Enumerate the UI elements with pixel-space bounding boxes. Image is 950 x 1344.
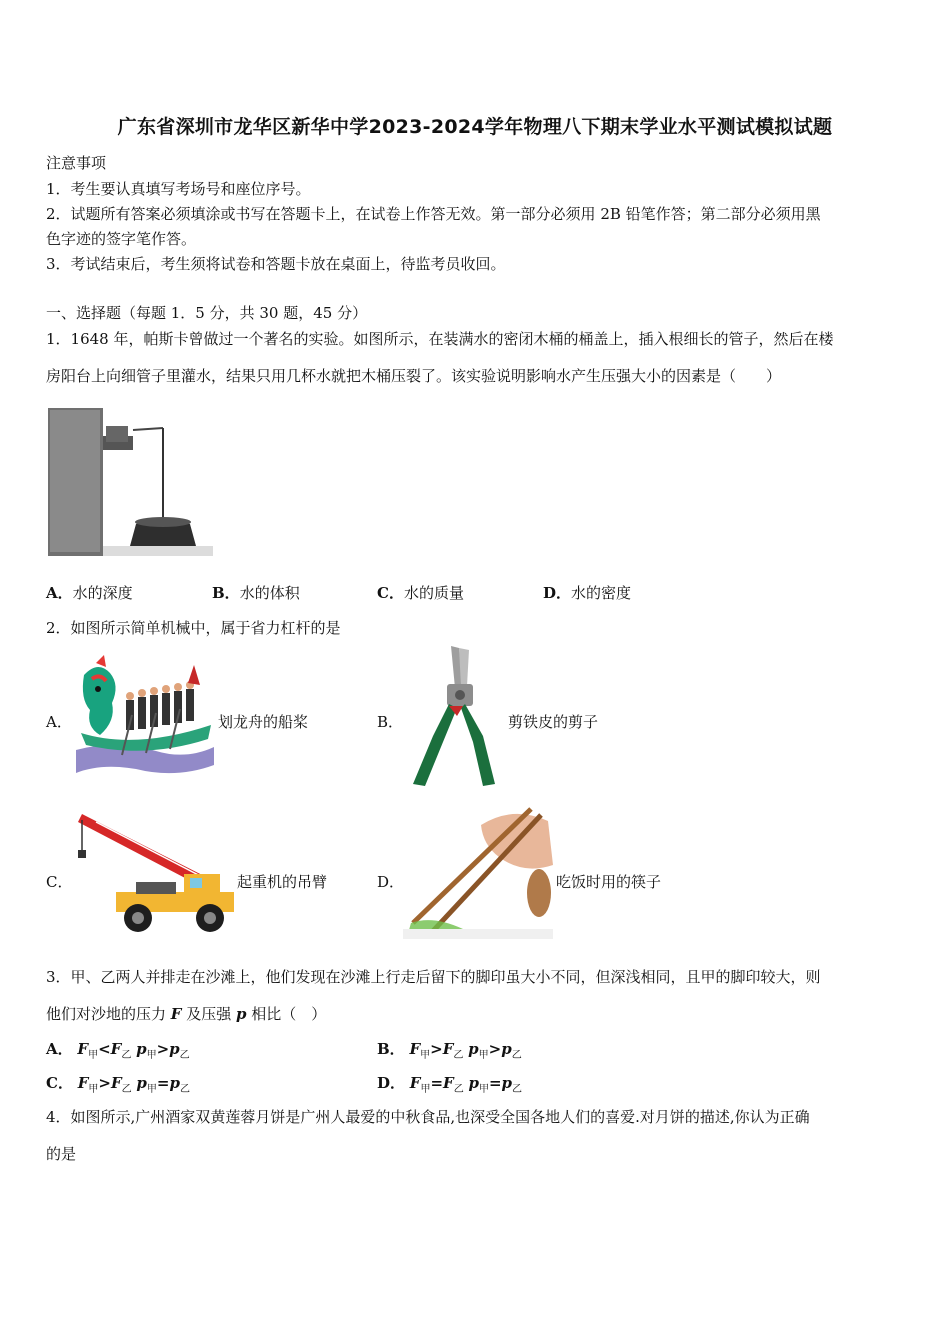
- subscript: 甲: [146, 1050, 157, 1061]
- force-symbol: F: [443, 1074, 454, 1092]
- q2-option-a-label[interactable]: A．: [46, 713, 72, 731]
- q3-option-d[interactable]: [377, 1072, 522, 1095]
- pressure-symbol: p: [136, 1040, 147, 1058]
- pascal-barrel-figure: [48, 406, 213, 558]
- option-label: A．: [46, 1040, 73, 1058]
- q3-stem-line1: 3．甲、乙两人并排走在沙滩上，他们发现在沙滩上行走后留下的脚印虽大小不同，但深浅相同，且甲的脚印较大，则: [46, 968, 821, 986]
- option-label: C．: [46, 1074, 73, 1092]
- force-symbol: F: [409, 1040, 421, 1058]
- force-symbol: F: [110, 1040, 122, 1058]
- relation-operator: =: [156, 1074, 170, 1092]
- pressure-symbol: p: [468, 1074, 479, 1092]
- chopsticks-icon: [403, 805, 553, 939]
- option-label: C．: [377, 584, 404, 602]
- q1-option-d[interactable]: [543, 582, 631, 603]
- pressure-symbol: p: [136, 1074, 147, 1092]
- force-symbol: F: [77, 1074, 89, 1092]
- option-text: 水的深度: [72, 584, 133, 602]
- q2-option-a-caption: 划龙舟的船桨: [218, 713, 309, 731]
- q2-option-d-label[interactable]: D．: [377, 873, 405, 891]
- notice-item: 色字迹的签字笔作答。: [46, 230, 197, 248]
- option-text: 水的体积: [239, 584, 300, 602]
- relation-operator: =: [488, 1074, 502, 1092]
- pressure-symbol: p: [235, 1005, 247, 1023]
- subscript: 乙: [453, 1084, 464, 1095]
- pressure-symbol: p: [468, 1040, 479, 1058]
- subscript: 乙: [179, 1084, 190, 1095]
- q3-stem-line2: [46, 1003, 326, 1024]
- force-symbol: F: [110, 1074, 122, 1092]
- subscript: 甲: [478, 1084, 489, 1095]
- force-symbol: F: [77, 1040, 89, 1058]
- q2-option-d-caption: 吃饭时用的筷子: [556, 873, 662, 891]
- pressure-symbol: p: [501, 1040, 512, 1058]
- option-label: D．: [543, 584, 572, 602]
- subscript: 甲: [478, 1050, 489, 1061]
- q1-option-b[interactable]: [212, 582, 300, 603]
- q3-option-c[interactable]: [46, 1072, 190, 1095]
- q4-stem-line1: 4．如图所示,广州酒家双黄莲蓉月饼是广州人最爱的中秋食品,也深受全国各地人们的喜爱.对月饼的描述,你认为正确: [46, 1108, 810, 1126]
- subscript: 乙: [511, 1050, 522, 1061]
- pressure-symbol: p: [501, 1074, 513, 1092]
- relation-operator: >: [488, 1040, 502, 1058]
- relation-operator: >: [156, 1040, 170, 1058]
- pressure-symbol: p: [169, 1040, 180, 1058]
- option-label: B．: [377, 1040, 405, 1058]
- force-symbol: F: [170, 1005, 182, 1023]
- force-symbol: F: [409, 1074, 421, 1092]
- subscript: 甲: [88, 1050, 99, 1061]
- q2-option-c-label[interactable]: C．: [46, 873, 73, 891]
- q2-option-b-caption: 剪铁皮的剪子: [508, 713, 599, 731]
- q4-stem-line2: 的是: [46, 1145, 77, 1163]
- option-text: 水的质量: [403, 584, 464, 602]
- tin-snips-icon: [403, 646, 503, 788]
- notice-item: 2．试题所有答案必须填涂或书写在答题卡上，在试卷上作答无效。第一部分必须用 2B 铅笔作答；第二部分必须用黑: [46, 205, 821, 223]
- notice-item: 3．考试结束后，考生须将试卷和答题卡放在桌面上，待监考员收回。: [46, 255, 506, 273]
- q1-option-a[interactable]: [46, 582, 133, 603]
- subscript: 甲: [420, 1050, 431, 1061]
- q1-stem-line2: 房阳台上向细管子里灌水，结果只用几杯水就把木桶压裂了。该实验说明影响水产生压强大小的因素是（ ）: [46, 367, 782, 385]
- subscript: 乙: [179, 1050, 190, 1061]
- subscript: 乙: [121, 1050, 132, 1061]
- q2-option-c-caption: 起重机的吊臂: [237, 873, 328, 891]
- relation-operator: <: [98, 1040, 111, 1058]
- q1-option-c[interactable]: [377, 582, 464, 603]
- relation-operator: >: [430, 1040, 443, 1058]
- section-heading: 一、选择题（每题 1．5 分，共 30 题，45 分）: [46, 304, 368, 322]
- subscript: 乙: [121, 1084, 132, 1095]
- q3-text: 相比（ ）: [246, 1005, 327, 1023]
- notice-heading: 注意事项: [46, 154, 107, 172]
- relation-operator: =: [430, 1074, 444, 1092]
- option-label: D．: [377, 1074, 406, 1092]
- crane-icon: [76, 808, 236, 936]
- q3-option-a[interactable]: [46, 1038, 190, 1061]
- option-text: 水的密度: [571, 584, 632, 602]
- q2-stem: 2．如图所示简单机械中，属于省力杠杆的是: [46, 619, 341, 637]
- dragon-boat-icon: [76, 655, 214, 780]
- subscript: 乙: [512, 1084, 523, 1095]
- relation-operator: >: [98, 1074, 111, 1092]
- subscript: 甲: [88, 1084, 99, 1095]
- option-label: B．: [212, 584, 240, 602]
- subscript: 乙: [453, 1050, 464, 1061]
- pressure-symbol: p: [169, 1074, 180, 1092]
- q2-option-b-label[interactable]: B．: [377, 713, 404, 731]
- notice-item: 1．考生要认真填写考场号和座位序号。: [46, 180, 311, 198]
- q3-option-b[interactable]: [377, 1038, 522, 1061]
- subscript: 甲: [146, 1084, 157, 1095]
- force-symbol: F: [442, 1040, 454, 1058]
- q3-text: 及压强: [181, 1005, 236, 1023]
- q1-stem-line1: 1．1648 年，帕斯卡曾做过一个著名的实验。如图所示，在装满水的密闭木桶的桶盖上，插入根细长的管子，然后在楼: [46, 330, 834, 348]
- exam-title: 广东省深圳市龙华区新华中学2023-2024学年物理八下期末学业水平测试模拟试题: [117, 116, 833, 138]
- q3-text: 他们对沙地的压力: [46, 1005, 171, 1023]
- subscript: 甲: [420, 1084, 431, 1095]
- option-label: A．: [46, 584, 73, 602]
